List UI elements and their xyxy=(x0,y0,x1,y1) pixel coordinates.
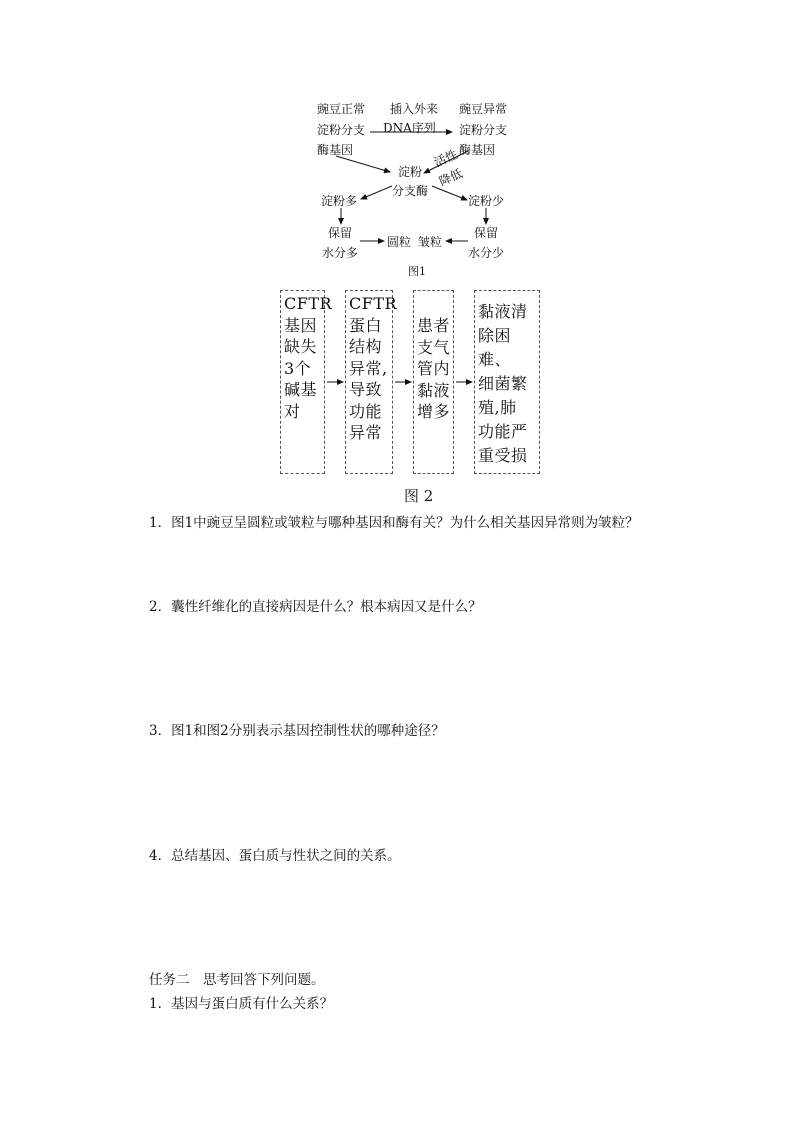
question-4: 4．总结基因、蛋白质与性状之间的关系。 xyxy=(149,848,401,864)
label-abnormal-gene-1: 豌豆异常 xyxy=(459,102,508,116)
label-abnormal-gene-2: 淀粉分支 xyxy=(459,123,508,137)
flow-box-1: CFTR 基因 缺失 3个 碱基 对 xyxy=(280,290,325,474)
label-activity-1: 活性 xyxy=(432,147,460,170)
label-keep-right-2: 水分少 xyxy=(468,246,505,260)
task2-question-1: 1．基因与蛋白质有什么关系？ xyxy=(149,996,334,1012)
label-insert-1: 插入外来 xyxy=(390,102,439,116)
label-abnormal-gene-3: 酶基因 xyxy=(459,143,496,157)
label-normal-gene-3: 酶基因 xyxy=(317,143,354,157)
label-less-starch: 淀粉少 xyxy=(468,194,505,208)
label-keep-left-2: 水分多 xyxy=(322,246,359,260)
label-enzyme-1: 淀粉 xyxy=(398,165,423,179)
question-2: 2．囊性纤维化的直接病因是什么？根本病因又是什么？ xyxy=(149,599,482,615)
label-wrinkled: 皱粒 xyxy=(418,235,443,249)
label-normal-gene-1: 豌豆正常 xyxy=(317,102,366,116)
label-more-starch: 淀粉多 xyxy=(321,194,358,208)
label-keep-left-1: 保留 xyxy=(328,226,353,240)
flow-box-2: CFTR 蛋白 结构 异常, 导致 功能 异常 xyxy=(345,290,393,474)
question-3: 3．图1和图2分别表示基因控制性状的哪种途径？ xyxy=(149,723,445,739)
figure-1-caption: 图1 xyxy=(408,265,426,278)
label-activity-2: 降低 xyxy=(437,166,465,189)
label-keep-right-1: 保留 xyxy=(474,226,499,240)
figure-2-caption: 图 2 xyxy=(404,487,434,505)
question-1: 1．图1中豌豆呈圆粒或皱粒与哪种基因和酶有关？为什么相关基因异常则为皱粒？ xyxy=(149,515,639,531)
label-round: 圆粒 xyxy=(387,235,412,249)
flow-box-3: 患者 支气 管内 黏液 增多 xyxy=(413,290,454,474)
label-normal-gene-2: 淀粉分支 xyxy=(317,123,366,137)
task2-heading: 任务二 思考回答下列问题。 xyxy=(149,972,325,988)
flow-box-4: 黏液清 除困难、 细菌繁 殖,肺 功能严 重受损 xyxy=(474,290,540,474)
label-enzyme-2: 分支酶 xyxy=(392,184,429,198)
figure-2-arrows xyxy=(0,0,794,500)
label-insert-2: DNA序列 xyxy=(383,121,436,135)
